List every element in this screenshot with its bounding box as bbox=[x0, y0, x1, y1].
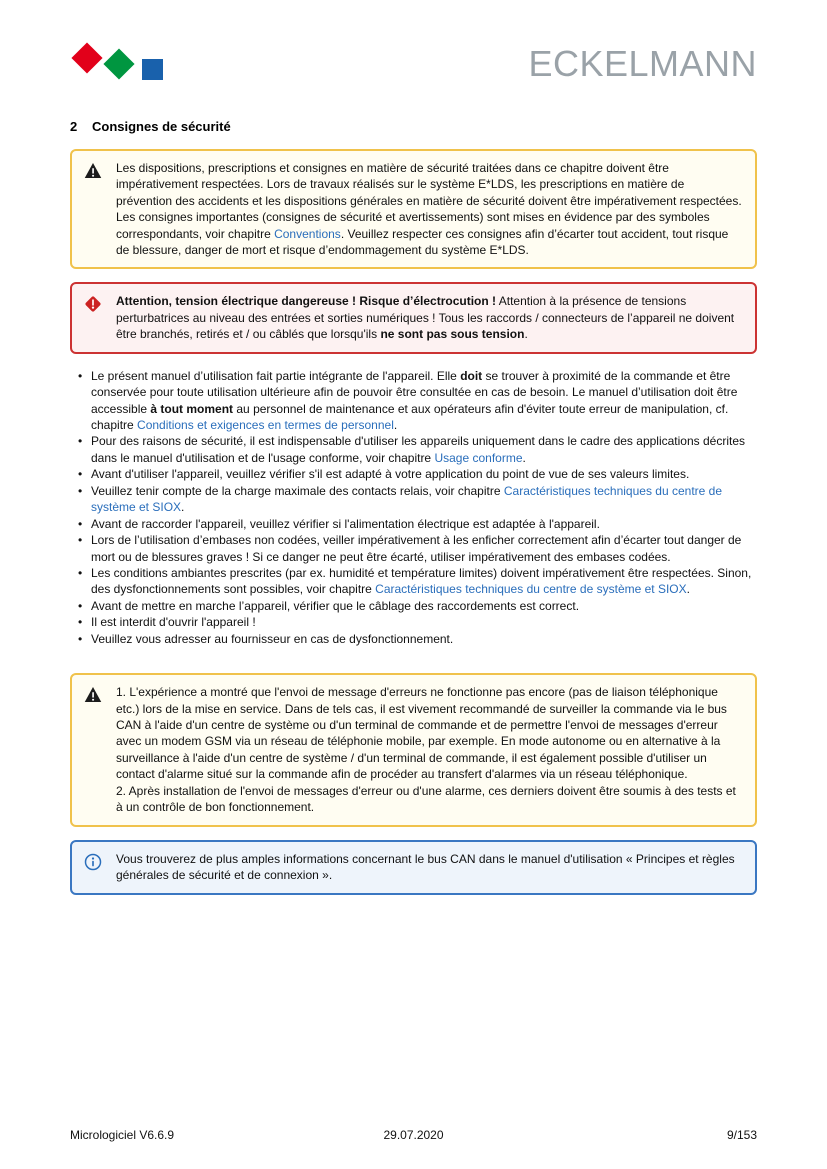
chapter-link[interactable]: Conventions bbox=[274, 226, 341, 241]
commissioning-warning-box bbox=[70, 673, 757, 827]
eckelmann-logo bbox=[70, 42, 190, 90]
safety-bullet-list bbox=[70, 368, 757, 647]
section-number: 2 bbox=[70, 119, 78, 134]
page-header bbox=[70, 42, 757, 94]
text-segment: Attention, tension électrique dangereuse ! Risque d’électrocution ! bbox=[116, 294, 497, 309]
text-segment: à tout moment bbox=[150, 401, 234, 416]
warning-paragraph: 1. L'expérience a montré que l'envoi de message d'erreurs ne fonctionne pas encore (pas de liaison téléphonique etc.) lors de la mise en service. Dans de tels cas, il est vivement recommandé de surveiller la commande via le bus CAN à l'aide d'un centre de système ou d'un terminal de commande et de permettre l'envoi de messages d'erreur avec un modem GSM via un réseau de téléphonie mobile, par exemple. En mode autonome ou en alternative à la surveillance à l'aide d'un centre de système / d'un terminal de commande, il est également possible d'utiliser un contact d'alarme situé sur la commande afin de procéder au transfert d'alarmes via un réseau téléphonique. bbox=[116, 685, 727, 782]
chapter-link[interactable]: Conditions et exigences en termes de personnel bbox=[137, 418, 394, 433]
text-segment: . bbox=[181, 500, 185, 515]
safety-warning-box bbox=[70, 149, 757, 270]
footer-page-number: 9/153 bbox=[726, 1127, 757, 1142]
safety-warning-text bbox=[116, 160, 743, 259]
text-segment: . Veuillez respecter ces consignes afin d’écarter tout accident, tout risque de blessure, danger de mort et risque d’endommagement du système E*LDS. bbox=[116, 226, 729, 257]
electrical-danger-text bbox=[116, 293, 743, 342]
section-title-text: Consignes de sécurité bbox=[92, 119, 231, 134]
brand-wordmark: ECKELMANN bbox=[528, 43, 757, 84]
text-segment: Avant de mettre en marche l’appareil, vérifier que le câblage des raccordements est correct. bbox=[91, 598, 580, 613]
text-segment: Veuillez tenir compte de la charge maximale des contacts relais, voir chapitre bbox=[91, 483, 504, 498]
info-circle-icon bbox=[84, 851, 104, 884]
list-item bbox=[78, 565, 757, 598]
list-item bbox=[78, 483, 757, 516]
warning-paragraph: 2. Après installation de l'envoi de messages d'erreur ou d'une alarme, ces derniers doivent être soumis à des tests et à un contrôle de bon fonctionnement. bbox=[116, 783, 736, 815]
list-item bbox=[78, 466, 757, 482]
list-item bbox=[78, 614, 757, 630]
list-item bbox=[78, 598, 757, 614]
text-segment: Les dispositions, prescriptions et consignes en matière de sécurité traitées dans ce chapitre doivent être impérativement respectées. Lors de travaux réalisés sur le système E*LDS, les prescriptions en matière de prévention des accidents et les dispositions générales en matière de sécurité doivent être impérativement respectées. Les consignes importantes (consignes de sécurité et avertissements) sont mises en évidence par des symboles correspondants, voir chapitre bbox=[116, 160, 742, 241]
page-footer bbox=[70, 1127, 757, 1143]
text-segment: Veuillez vous adresser au fournisseur en cas de dysfonctionnement. bbox=[91, 631, 454, 646]
logo-red-diamond-icon bbox=[71, 42, 102, 73]
text-segment: . bbox=[393, 418, 398, 433]
chapter-link[interactable]: Caractéristiques techniques du centre de système et SIOX bbox=[91, 483, 723, 515]
electrical-hazard-icon bbox=[84, 293, 104, 342]
footer-version: Micrologiciel V6.6.9 bbox=[70, 1127, 175, 1142]
text-segment: Les conditions ambiantes prescrites (par ex. humidité et température limites) doivent impérativement être respectées. Sinon, des dysfonctionnements sont possibles, voir chapitre bbox=[91, 565, 752, 597]
warning-triangle-icon bbox=[84, 160, 104, 259]
text-segment: Pour des raisons de sécurité, il est indispensable d'utiliser les appareils uniquement dans le cadre des applications décrites dans le manuel d'utilisation et de l'usage conforme, voir chapitre bbox=[91, 434, 745, 465]
text-segment: . bbox=[524, 327, 528, 342]
list-item bbox=[78, 631, 757, 647]
info-box bbox=[70, 840, 757, 895]
list-item bbox=[78, 516, 757, 532]
logo-green-diamond-icon bbox=[103, 48, 134, 79]
logo-blue-square-icon bbox=[142, 59, 163, 80]
text-segment: . bbox=[686, 582, 690, 597]
chapter-link[interactable]: Caractéristiques techniques du centre de système et SIOX bbox=[375, 582, 687, 597]
text-segment: Lors de l’utilisation d’embases non codées, veiller impérativement à les enficher correctement afin d’écarter tout danger de mort ou de blessures graves ! Si ce danger ne peut être écarté, utiliser impérativement des embases codées. bbox=[91, 533, 742, 564]
text-segment: Le présent manuel d’utilisation fait partie intégrante de l'appareil. Elle bbox=[91, 368, 461, 383]
text-segment: se trouver à proximité de la commande et être conservée pour toute utilisation ultérieure afin de pouvoir être consultée en cas de besoin. Le manuel d’utilisation doit être accessible bbox=[91, 368, 738, 416]
list-item bbox=[78, 433, 757, 466]
list-item bbox=[78, 368, 757, 434]
text-segment: Il est interdit d'ouvrir l'appareil ! bbox=[91, 615, 256, 630]
list-item bbox=[78, 532, 757, 565]
text-segment: ne sont pas sous tension bbox=[380, 327, 525, 342]
text-segment: Avant d'utiliser l'appareil, veuillez vérifier s'il est adapté à votre application du point de vue de ses valeurs limites. bbox=[91, 467, 690, 482]
warning-triangle-icon bbox=[84, 684, 104, 816]
section-title bbox=[70, 118, 757, 136]
text-segment: Avant de raccorder l'appareil, veuillez vérifier si l'alimentation électrique est adaptée à l'appareil. bbox=[91, 516, 600, 531]
text-segment: Attention à la présence de tensions perturbatrices au niveau des entrées et sorties numériques ! Tous les raccords / connecteurs de l’appareil ne doivent être branchés, retirés et / ou câblés que lorsqu'ils bbox=[116, 294, 735, 342]
text-segment: au personnel de maintenance et aux opérateurs afin d'éviter toute erreur de manipulation, cf. chapitre bbox=[91, 401, 729, 433]
chapter-link[interactable]: Usage conforme bbox=[434, 450, 523, 465]
electrical-danger-box bbox=[70, 282, 757, 353]
commissioning-warning-text bbox=[116, 684, 743, 816]
text-segment: doit bbox=[460, 368, 483, 383]
footer-date: 29.07.2020 bbox=[383, 1127, 444, 1142]
info-box-text: Vous trouverez de plus amples informations concernant le bus CAN dans le manuel d'utilisation « Principes et règles générales de sécurité et de connexion ». bbox=[116, 851, 735, 883]
text-segment: . bbox=[522, 450, 526, 465]
